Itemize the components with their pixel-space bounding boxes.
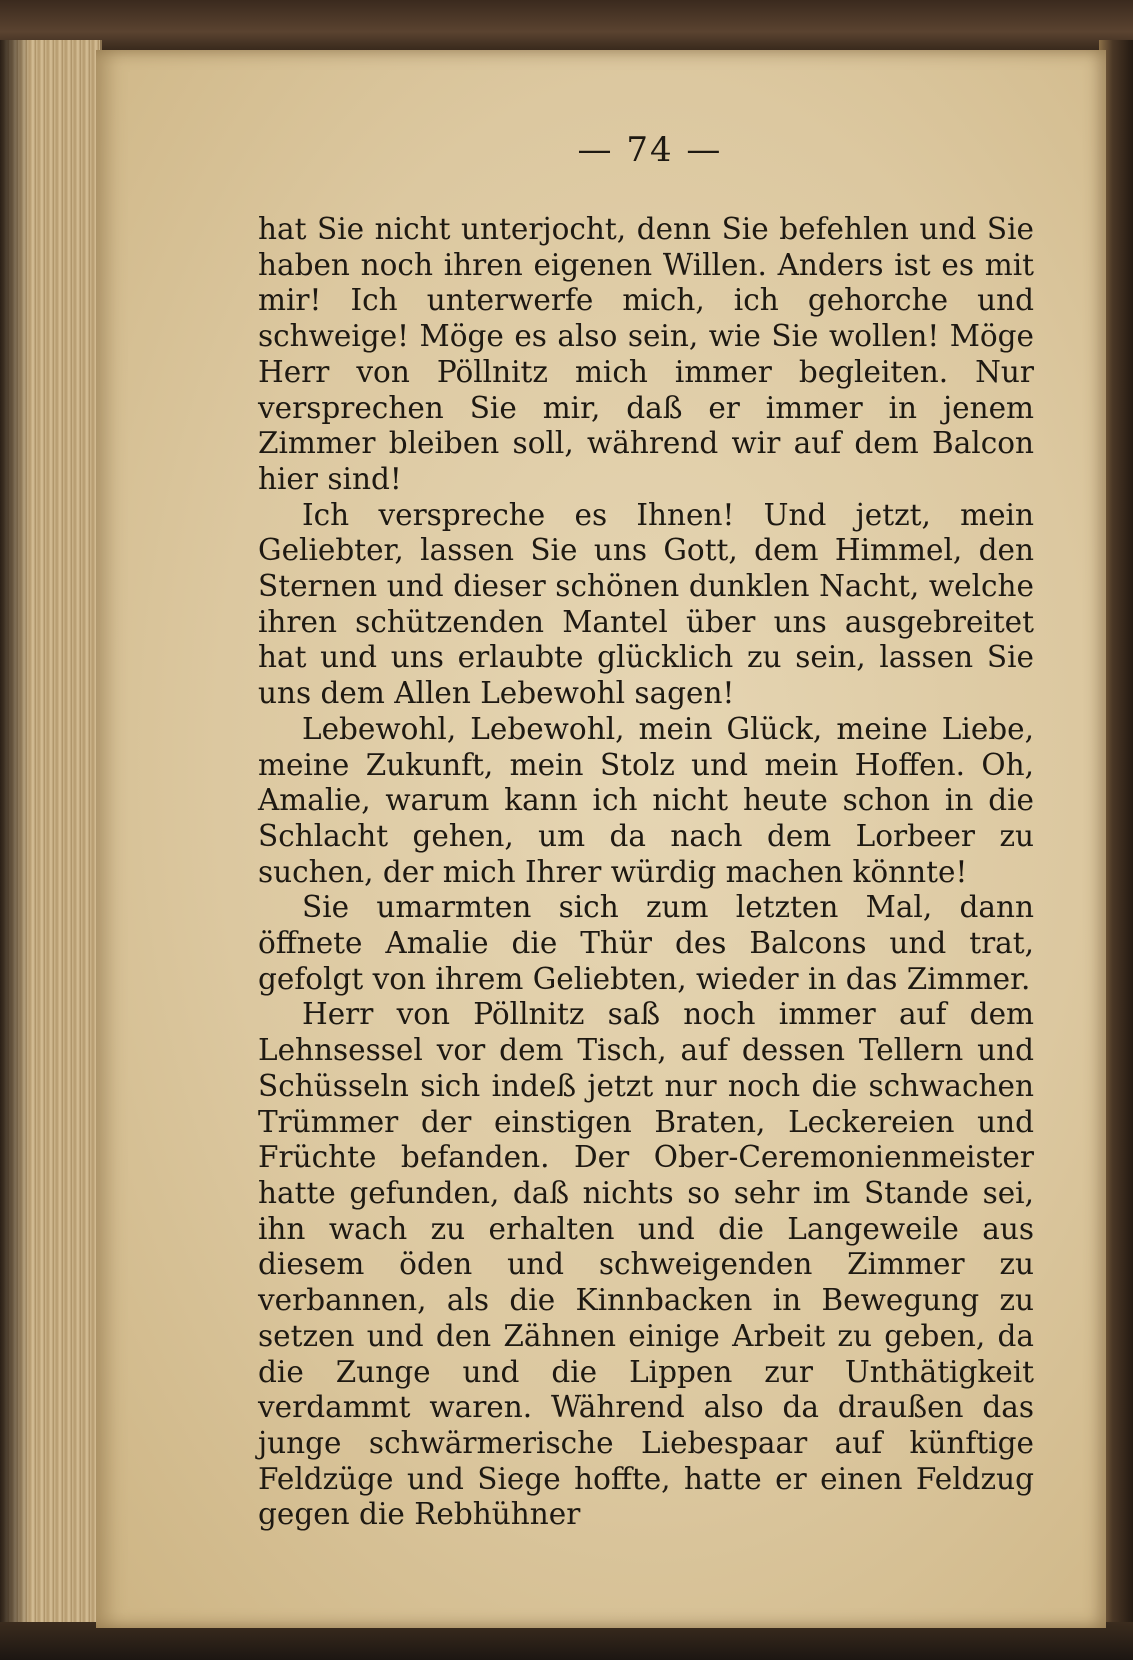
paragraph: Ich verspreche es Ihnen! Und jetzt, mein Geliebter, lassen Sie uns Gott, dem Himmel, den Sternen und dieser schönen dunklen Nacht, welche ihren schützenden Mantel über uns ausgebreitet hat und uns erlaubte glücklich zu sein, lassen Sie uns dem Allen Lebewohl sagen!: [258, 497, 1034, 711]
paragraph: Lebewohl, Lebewohl, mein Glück, meine Liebe, meine Zukunft, mein Stolz und mein Hoffen. Oh, Amalie, warum kann ich nicht heute schon in die Schlacht gehen, um da nach dem Lorbeer zu suchen, der mich Ihrer würdig machen könnte!: [258, 711, 1034, 889]
page-text: [258, 212, 1034, 1533]
paragraph: Herr von Pöllnitz saß noch immer auf dem Lehnsessel vor dem Tisch, auf dessen Tellern und Schüsseln sich indeß jetzt nur noch die schwachen Trümmer der einstigen Braten, Leckereien und Früchte befanden. Der Ober-Ceremonienmeister hatte gefunden, daß nichts so sehr im Stande sei, ihn wach zu erhalten und die Langeweile aus diesem öden und schweigenden Zimmer zu verbannen, als die Kinnbacken in Bewegung zu setzen und den Zähnen einige Arbeit zu geben, da die Zunge und die Lippen zur Unthätigkeit verdammt waren. Während also da draußen das junge schwärmerische Liebespaar auf künftige Feldzüge und Siege hoffte, hatte er einen Feldzug gegen die Rebhühner: [258, 997, 1034, 1532]
paragraph: hat Sie nicht unterjocht, denn Sie befehlen und Sie haben noch ihren eigenen Willen. Anders ist es mit mir! Ich unterwerfe mich, ich gehorche und schweige! Möge es also sein, wie Sie wollen! Möge Herr von Pöllnitz mich immer begleiten. Nur versprechen Sie mir, daß er immer in jenem Zimmer bleiben soll, während wir auf dem Balcon hier sind!: [258, 212, 1034, 496]
page-number: — 74 —: [577, 130, 723, 170]
paragraph: Sie umarmten sich zum letzten Mal, dann öffnete Amalie die Thür des Balcons und trat, gefolgt von ihrem Geliebten, wieder in das Zimmer.: [258, 890, 1034, 996]
page-stack-shadow: [0, 40, 30, 1640]
